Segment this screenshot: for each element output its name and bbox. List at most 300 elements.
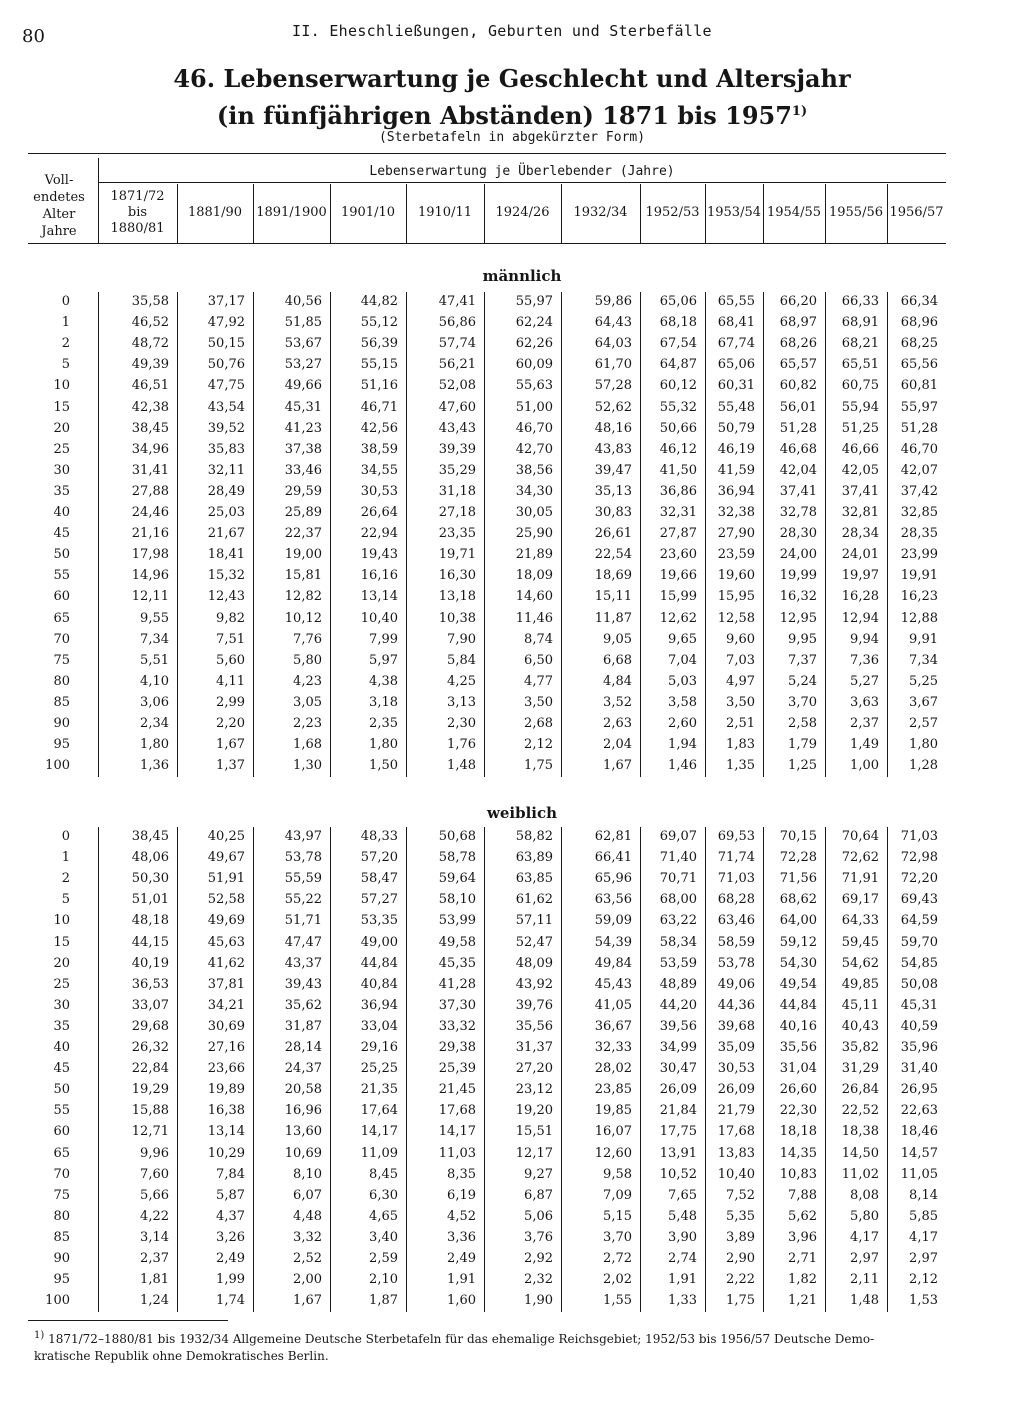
value-cell: 45,31 xyxy=(900,997,938,1013)
column-header-line: 1924/26 xyxy=(495,205,550,220)
value-cell: 42,05 xyxy=(841,462,879,478)
value-cell: 19,97 xyxy=(841,568,879,584)
value-cell: 15,99 xyxy=(659,589,697,605)
value-cell: 1,00 xyxy=(850,758,879,774)
value-cell: 2,00 xyxy=(293,1272,322,1288)
stub-header xyxy=(28,172,90,240)
value-cell: 36,94 xyxy=(360,997,398,1013)
value-cell: 5,48 xyxy=(668,1208,697,1224)
value-cell: 30,69 xyxy=(207,1018,245,1034)
value-cell: 66,34 xyxy=(900,294,938,309)
value-cell: 37,30 xyxy=(438,997,476,1013)
column-header-divider xyxy=(406,184,407,243)
value-cell: 55,59 xyxy=(284,871,322,887)
value-cell: 68,91 xyxy=(841,315,879,331)
value-cell: 23,66 xyxy=(207,1061,245,1077)
value-cell: 32,31 xyxy=(659,505,697,520)
value-cell: 25,90 xyxy=(515,526,553,542)
age-cell: 50 xyxy=(53,547,70,563)
table-row xyxy=(0,503,1024,523)
age-cell: 80 xyxy=(53,673,70,689)
value-cell: 64,03 xyxy=(594,336,632,352)
value-cell: 22,94 xyxy=(360,526,398,542)
value-cell: 41,50 xyxy=(659,462,697,478)
value-cell: 4,17 xyxy=(909,1229,938,1245)
value-cell: 48,33 xyxy=(360,829,398,844)
table-row xyxy=(0,630,1024,650)
value-cell: 55,15 xyxy=(360,357,398,373)
value-cell: 1,28 xyxy=(909,758,938,774)
value-cell: 28,35 xyxy=(900,526,938,542)
value-cell: 55,63 xyxy=(515,378,553,394)
value-cell: 14,35 xyxy=(779,1145,817,1161)
column-header-divider xyxy=(177,184,178,243)
value-cell: 69,17 xyxy=(841,892,879,908)
value-cell: 42,70 xyxy=(515,441,553,457)
value-cell: 5,15 xyxy=(603,1208,632,1224)
value-cell: 11,02 xyxy=(841,1166,879,1182)
value-cell: 5,85 xyxy=(909,1208,938,1224)
column-header-line: 1901/10 xyxy=(340,205,395,220)
value-cell: 16,96 xyxy=(284,1103,322,1119)
value-cell: 16,32 xyxy=(779,589,817,605)
value-cell: 8,45 xyxy=(369,1166,398,1182)
value-cell: 7,04 xyxy=(668,652,697,668)
value-cell: 17,64 xyxy=(360,1103,398,1119)
value-cell: 5,25 xyxy=(909,673,938,689)
age-cell: 40 xyxy=(53,505,70,520)
value-cell: 2,49 xyxy=(216,1251,245,1266)
value-cell: 27,20 xyxy=(515,1061,553,1077)
value-cell: 60,75 xyxy=(841,378,879,394)
value-cell: 48,09 xyxy=(515,955,553,971)
value-cell: 41,28 xyxy=(438,976,476,992)
value-cell: 4,52 xyxy=(447,1208,476,1224)
value-cell: 2,20 xyxy=(216,716,245,731)
value-cell: 31,41 xyxy=(131,462,169,478)
value-cell: 68,28 xyxy=(717,892,755,908)
value-cell: 4,84 xyxy=(603,673,632,689)
value-cell: 2,02 xyxy=(603,1272,632,1288)
value-cell: 17,68 xyxy=(438,1103,476,1119)
value-cell: 34,99 xyxy=(659,1040,697,1055)
value-cell: 1,87 xyxy=(369,1293,398,1309)
value-cell: 41,59 xyxy=(717,462,755,478)
value-cell: 28,34 xyxy=(841,526,879,542)
value-cell: 44,82 xyxy=(360,294,398,309)
value-cell: 30,53 xyxy=(360,483,398,499)
value-cell: 50,15 xyxy=(207,336,245,352)
value-cell: 2,37 xyxy=(850,716,879,731)
value-cell: 16,30 xyxy=(438,568,476,584)
value-cell: 1,35 xyxy=(726,758,755,774)
value-cell: 71,03 xyxy=(900,829,938,844)
value-cell: 4,48 xyxy=(293,1208,322,1224)
value-cell: 3,58 xyxy=(668,694,697,710)
value-cell: 1,46 xyxy=(668,758,697,774)
value-cell: 5,60 xyxy=(216,652,245,668)
value-cell: 46,71 xyxy=(360,399,398,415)
value-cell: 1,30 xyxy=(293,758,322,774)
value-cell: 3,50 xyxy=(726,694,755,710)
value-cell: 5,97 xyxy=(369,652,398,668)
age-cell: 90 xyxy=(53,1251,70,1266)
value-cell: 25,39 xyxy=(438,1061,476,1077)
value-cell: 1,91 xyxy=(447,1272,476,1288)
value-cell: 7,36 xyxy=(850,652,879,668)
value-cell: 3,18 xyxy=(369,694,398,710)
value-cell: 31,18 xyxy=(438,483,476,499)
value-cell: 10,40 xyxy=(717,1166,755,1182)
age-cell: 1 xyxy=(61,315,70,331)
value-cell: 72,20 xyxy=(900,871,938,887)
value-cell: 4,77 xyxy=(524,673,553,689)
value-cell: 6,30 xyxy=(369,1187,398,1203)
value-cell: 41,23 xyxy=(284,420,322,436)
value-cell: 68,97 xyxy=(779,315,817,331)
table-row xyxy=(0,1122,1024,1142)
value-cell: 16,16 xyxy=(360,568,398,584)
value-cell: 5,62 xyxy=(788,1208,817,1224)
value-cell: 14,57 xyxy=(900,1145,938,1161)
value-cell: 23,12 xyxy=(515,1082,553,1098)
value-cell: 62,26 xyxy=(515,336,553,352)
value-cell: 32,33 xyxy=(594,1040,632,1055)
value-cell: 49,58 xyxy=(438,934,476,950)
value-cell: 60,09 xyxy=(515,357,553,373)
value-cell: 14,60 xyxy=(515,589,553,605)
value-cell: 53,35 xyxy=(360,913,398,929)
value-cell: 46,12 xyxy=(659,441,697,457)
age-cell: 35 xyxy=(53,1018,70,1034)
column-header-line: 1953/54 xyxy=(706,205,761,220)
value-cell: 3,05 xyxy=(293,694,322,710)
value-cell: 5,80 xyxy=(293,652,322,668)
value-cell: 37,81 xyxy=(207,976,245,992)
value-cell: 50,79 xyxy=(717,420,755,436)
value-cell: 41,62 xyxy=(207,955,245,971)
age-cell: 10 xyxy=(53,913,70,929)
value-cell: 47,41 xyxy=(438,294,476,309)
value-cell: 30,47 xyxy=(659,1061,697,1077)
value-cell: 18,09 xyxy=(515,568,553,584)
value-cell: 1,60 xyxy=(447,1293,476,1309)
value-cell: 2,04 xyxy=(603,737,632,753)
value-cell: 14,96 xyxy=(131,568,169,584)
value-cell: 14,17 xyxy=(360,1124,398,1140)
value-cell: 35,13 xyxy=(594,483,632,499)
value-cell: 13,83 xyxy=(717,1145,755,1161)
value-cell: 59,64 xyxy=(438,871,476,887)
value-cell: 48,72 xyxy=(131,336,169,352)
value-cell: 64,33 xyxy=(841,913,879,929)
value-cell: 8,08 xyxy=(850,1187,879,1203)
value-cell: 51,71 xyxy=(284,913,322,929)
value-cell: 63,46 xyxy=(717,913,755,929)
value-cell: 49,67 xyxy=(207,850,245,866)
value-cell: 9,27 xyxy=(524,1166,553,1182)
value-cell: 35,09 xyxy=(717,1040,755,1055)
value-cell: 4,10 xyxy=(140,673,169,689)
value-cell: 53,78 xyxy=(717,955,755,971)
value-cell: 60,12 xyxy=(659,378,697,394)
value-cell: 9,65 xyxy=(668,631,697,647)
value-cell: 26,95 xyxy=(900,1082,938,1098)
value-cell: 18,41 xyxy=(207,547,245,563)
value-cell: 2,10 xyxy=(369,1272,398,1288)
column-header-line: 1956/57 xyxy=(889,205,944,220)
table-row xyxy=(0,1144,1024,1164)
value-cell: 4,17 xyxy=(850,1229,879,1245)
value-cell: 46,66 xyxy=(841,441,879,457)
value-cell: 26,64 xyxy=(360,505,398,520)
value-cell: 54,39 xyxy=(594,934,632,950)
value-cell: 48,18 xyxy=(131,913,169,929)
value-cell: 57,27 xyxy=(360,892,398,908)
value-cell: 28,49 xyxy=(207,483,245,499)
value-cell: 6,19 xyxy=(447,1187,476,1203)
table-row xyxy=(0,1270,1024,1290)
value-cell: 2,12 xyxy=(909,1272,938,1288)
column-header xyxy=(177,184,253,242)
value-cell: 3,63 xyxy=(850,694,879,710)
value-cell: 2,23 xyxy=(293,716,322,731)
table-top-rule xyxy=(28,153,946,154)
value-cell: 28,14 xyxy=(284,1040,322,1055)
value-cell: 12,95 xyxy=(779,610,817,626)
value-cell: 2,68 xyxy=(524,716,553,731)
value-cell: 52,58 xyxy=(207,892,245,908)
age-cell: 70 xyxy=(53,631,70,647)
value-cell: 27,90 xyxy=(717,526,755,542)
value-cell: 4,25 xyxy=(447,673,476,689)
table-row xyxy=(0,482,1024,502)
value-cell: 25,89 xyxy=(284,505,322,520)
value-cell: 22,30 xyxy=(779,1103,817,1119)
value-cell: 4,37 xyxy=(216,1208,245,1224)
value-cell: 1,21 xyxy=(788,1293,817,1309)
value-cell: 19,00 xyxy=(284,547,322,563)
value-cell: 10,38 xyxy=(438,610,476,626)
value-cell: 10,52 xyxy=(659,1166,697,1182)
value-cell: 4,38 xyxy=(369,673,398,689)
value-cell: 21,79 xyxy=(717,1103,755,1119)
value-cell: 16,28 xyxy=(841,589,879,605)
value-cell: 4,11 xyxy=(216,673,245,689)
value-cell: 43,37 xyxy=(284,955,322,971)
age-cell: 40 xyxy=(53,1040,70,1055)
value-cell: 1,25 xyxy=(788,758,817,774)
value-cell: 66,33 xyxy=(841,294,879,309)
value-cell: 46,70 xyxy=(515,420,553,436)
section-title-female: weiblich xyxy=(486,804,558,822)
value-cell: 47,92 xyxy=(207,315,245,331)
stub-header-line: Jahre xyxy=(41,224,77,239)
value-cell: 16,23 xyxy=(900,589,938,605)
age-cell: 25 xyxy=(53,976,70,992)
value-cell: 12,43 xyxy=(207,589,245,605)
value-cell: 12,82 xyxy=(284,589,322,605)
value-cell: 32,38 xyxy=(717,505,755,520)
value-cell: 7,37 xyxy=(788,652,817,668)
value-cell: 6,07 xyxy=(293,1187,322,1203)
age-cell: 0 xyxy=(61,829,70,844)
value-cell: 5,03 xyxy=(668,673,697,689)
value-cell: 58,34 xyxy=(659,934,697,950)
value-cell: 15,32 xyxy=(207,568,245,584)
value-cell: 50,08 xyxy=(900,976,938,992)
value-cell: 35,56 xyxy=(515,1018,553,1034)
value-cell: 49,84 xyxy=(594,955,632,971)
column-header-line: 1881/90 xyxy=(187,205,242,220)
value-cell: 1,53 xyxy=(909,1293,938,1309)
value-cell: 59,12 xyxy=(779,934,817,950)
value-cell: 10,29 xyxy=(207,1145,245,1161)
value-cell: 1,49 xyxy=(850,737,879,753)
column-header xyxy=(561,184,640,242)
value-cell: 16,38 xyxy=(207,1103,245,1119)
value-cell: 3,13 xyxy=(447,694,476,710)
value-cell: 52,08 xyxy=(438,378,476,394)
value-cell: 72,28 xyxy=(779,850,817,866)
value-cell: 70,71 xyxy=(659,871,697,887)
value-cell: 11,87 xyxy=(594,610,632,626)
value-cell: 45,63 xyxy=(207,934,245,950)
value-cell: 3,76 xyxy=(524,1229,553,1245)
value-cell: 61,62 xyxy=(515,892,553,908)
value-cell: 69,53 xyxy=(717,829,755,844)
column-header-text xyxy=(110,189,164,237)
value-cell: 24,46 xyxy=(131,505,169,520)
value-cell: 15,88 xyxy=(131,1103,169,1119)
value-cell: 27,87 xyxy=(659,526,697,542)
value-cell: 2,11 xyxy=(850,1272,879,1288)
value-cell: 26,84 xyxy=(841,1082,879,1098)
value-cell: 46,68 xyxy=(779,441,817,457)
age-cell: 35 xyxy=(53,483,70,499)
column-header-text xyxy=(188,205,242,221)
value-cell: 51,25 xyxy=(841,420,879,436)
value-cell: 28,30 xyxy=(779,526,817,542)
value-cell: 8,35 xyxy=(447,1166,476,1182)
footnote-line-1 xyxy=(34,1327,954,1348)
value-cell: 2,49 xyxy=(447,1251,476,1266)
section-title-male: männlich xyxy=(482,267,562,285)
value-cell: 4,23 xyxy=(293,673,322,689)
footnote-line-1-text: 1871/72–1880/81 bis 1932/34 Allgemeine Deutsche Sterbetafeln für das ehemalige Reichsgebiet; 1952/53 bis 1956/57 Deutsche Demo- xyxy=(48,1332,875,1346)
value-cell: 56,21 xyxy=(438,357,476,373)
table-row xyxy=(0,1165,1024,1185)
table-subtitle: (Sterbetafeln in abgekürzter Form) xyxy=(378,130,646,145)
value-cell: 38,59 xyxy=(360,441,398,457)
value-cell: 12,88 xyxy=(900,610,938,626)
value-cell: 57,74 xyxy=(438,336,476,352)
table-row xyxy=(0,1038,1024,1058)
value-cell: 26,61 xyxy=(594,526,632,542)
value-cell: 38,45 xyxy=(131,829,169,844)
value-cell: 7,76 xyxy=(293,631,322,647)
value-cell: 2,34 xyxy=(140,716,169,731)
value-cell: 27,88 xyxy=(131,483,169,499)
value-cell: 34,30 xyxy=(515,483,553,499)
value-cell: 1,90 xyxy=(524,1293,553,1309)
table-row xyxy=(0,609,1024,629)
value-cell: 55,97 xyxy=(515,294,553,309)
value-cell: 3,67 xyxy=(909,694,938,710)
table-title xyxy=(0,62,1024,132)
value-cell: 71,91 xyxy=(841,871,879,887)
value-cell: 5,84 xyxy=(447,652,476,668)
value-cell: 23,60 xyxy=(659,547,697,563)
column-header xyxy=(406,184,484,242)
value-cell: 6,68 xyxy=(603,652,632,668)
value-cell: 45,31 xyxy=(284,399,322,415)
value-cell: 49,54 xyxy=(779,976,817,992)
value-cell: 27,16 xyxy=(207,1040,245,1055)
value-cell: 49,66 xyxy=(284,378,322,394)
value-cell: 70,15 xyxy=(779,829,817,844)
value-cell: 1,37 xyxy=(216,758,245,774)
column-header-divider xyxy=(887,184,888,243)
value-cell: 65,57 xyxy=(779,357,817,373)
value-cell: 51,16 xyxy=(360,378,398,394)
value-cell: 51,28 xyxy=(779,420,817,436)
value-cell: 9,58 xyxy=(603,1166,632,1182)
value-cell: 35,29 xyxy=(438,462,476,478)
value-cell: 2,99 xyxy=(216,694,245,710)
value-cell: 38,45 xyxy=(131,420,169,436)
value-cell: 65,06 xyxy=(717,357,755,373)
value-cell: 46,19 xyxy=(717,441,755,457)
value-cell: 2,63 xyxy=(603,716,632,731)
value-cell: 30,05 xyxy=(515,505,553,520)
value-cell: 29,68 xyxy=(131,1018,169,1034)
value-cell: 5,27 xyxy=(850,673,879,689)
value-cell: 43,83 xyxy=(594,441,632,457)
value-cell: 1,55 xyxy=(603,1293,632,1309)
value-cell: 53,59 xyxy=(659,955,697,971)
value-cell: 52,47 xyxy=(515,934,553,950)
value-cell: 42,04 xyxy=(779,462,817,478)
running-head: II. Eheschließungen, Geburten und Sterbefälle xyxy=(292,22,712,40)
value-cell: 22,54 xyxy=(594,547,632,563)
column-header xyxy=(763,184,825,242)
value-cell: 53,27 xyxy=(284,357,322,373)
value-cell: 53,78 xyxy=(284,850,322,866)
value-cell: 36,53 xyxy=(131,976,169,992)
age-cell: 25 xyxy=(53,441,70,457)
table-row xyxy=(0,1249,1024,1269)
value-cell: 51,91 xyxy=(207,871,245,887)
value-cell: 21,45 xyxy=(438,1082,476,1098)
age-cell: 90 xyxy=(53,716,70,731)
value-cell: 12,94 xyxy=(841,610,879,626)
value-cell: 68,25 xyxy=(900,336,938,352)
column-header xyxy=(253,184,330,242)
value-cell: 71,40 xyxy=(659,850,697,866)
age-cell: 30 xyxy=(53,997,70,1013)
value-cell: 26,32 xyxy=(131,1040,169,1055)
value-cell: 2,92 xyxy=(524,1251,553,1266)
value-cell: 8,14 xyxy=(909,1187,938,1203)
value-cell: 10,40 xyxy=(360,610,398,626)
value-cell: 14,17 xyxy=(438,1124,476,1140)
value-cell: 9,95 xyxy=(788,631,817,647)
value-cell: 9,96 xyxy=(140,1145,169,1161)
value-cell: 44,36 xyxy=(717,997,755,1013)
table-row xyxy=(0,376,1024,396)
value-cell: 62,81 xyxy=(594,829,632,844)
